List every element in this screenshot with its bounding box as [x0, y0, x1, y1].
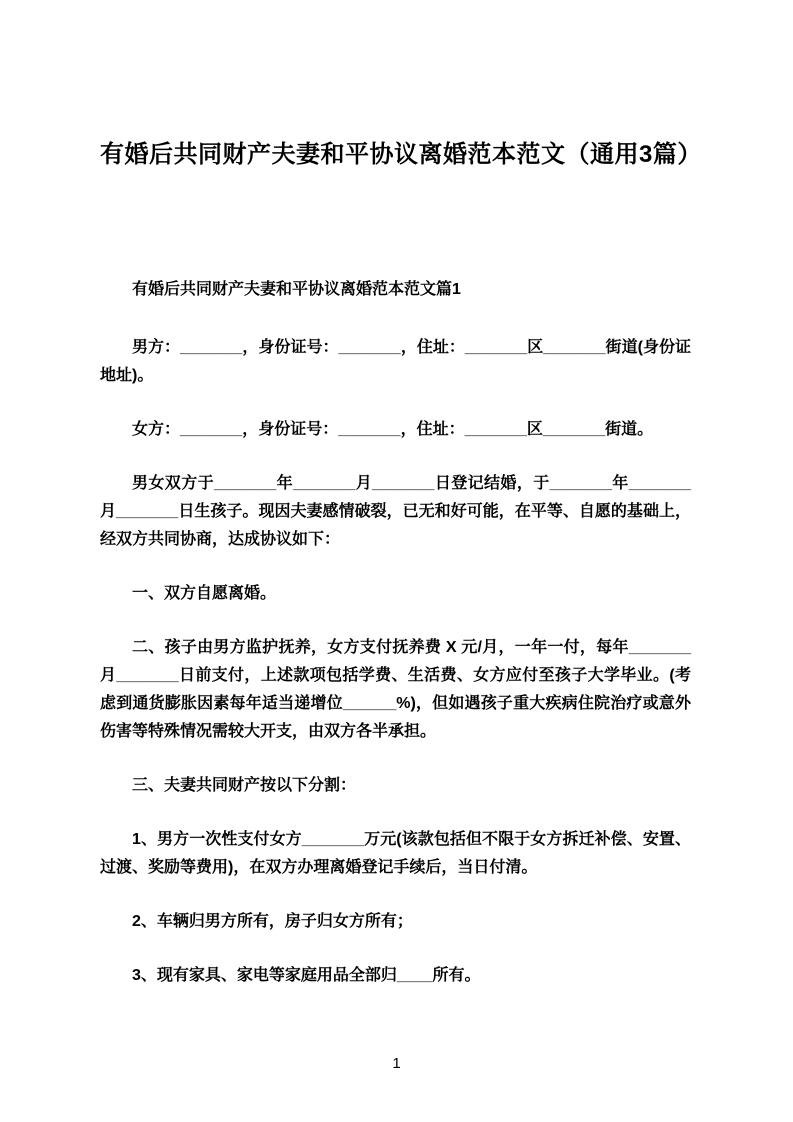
- paragraph-clause-3-item-3: 3、现有家具、家电等家庭用品全部归____所有。: [132, 966, 481, 984]
- paragraph-clause-3: 三、夫妻共同财产按以下分割：: [132, 776, 357, 794]
- paragraph-marriage-info: 男女双方于_______年_______月_______日登记结婚，于_______年_______月_______日生孩子。现因夫妻感情破裂，已无和好可能，在平等、自愿的基础上，经双方共同协商，达成协议如下：: [100, 474, 691, 548]
- paragraph-clause-1: 一、双方自愿离婚。: [132, 584, 277, 602]
- paragraph-clause-2: 二、孩子由男方监护抚养，女方支付抚养费 X 元/月，一年一付，每年_______月_______日前支付，上述款项包括学费、生活费、女方应付至孩子大学毕业。(考虑到通货膨胀因素每年适当递增位______%)，但如遇孩子重大疾病住院治疗或意外伤害等特殊情况需较大开支，由双方各半承担。: [100, 638, 691, 740]
- section-heading: 有婚后共同财产夫妻和平协议离婚范本范文篇1: [132, 280, 461, 298]
- paragraph-clause-3-item-2: 2、车辆归男方所有，房子归女方所有；: [132, 912, 413, 930]
- document-body: [100, 334, 691, 990]
- document-title: 有婚后共同财产夫妻和平协议离婚范本范文（通用3篇）: [100, 141, 702, 168]
- paragraph-clause-3-item-1: 1、男方一次性支付女方_______万元(该款包括但不限于女方拆迁补偿、安置、过渡、奖励等费用)，在双方办理离婚登记手续后，当日付清。: [100, 830, 691, 876]
- paragraph-party-male: 男方：_______，身份证号：_______，住址：_______区_______街道(身份证地址)。: [100, 338, 691, 384]
- paragraph-party-female: 女方：_______，身份证号：_______，住址：_______区_______街道。: [132, 420, 654, 438]
- page-number: 1: [392, 1055, 401, 1072]
